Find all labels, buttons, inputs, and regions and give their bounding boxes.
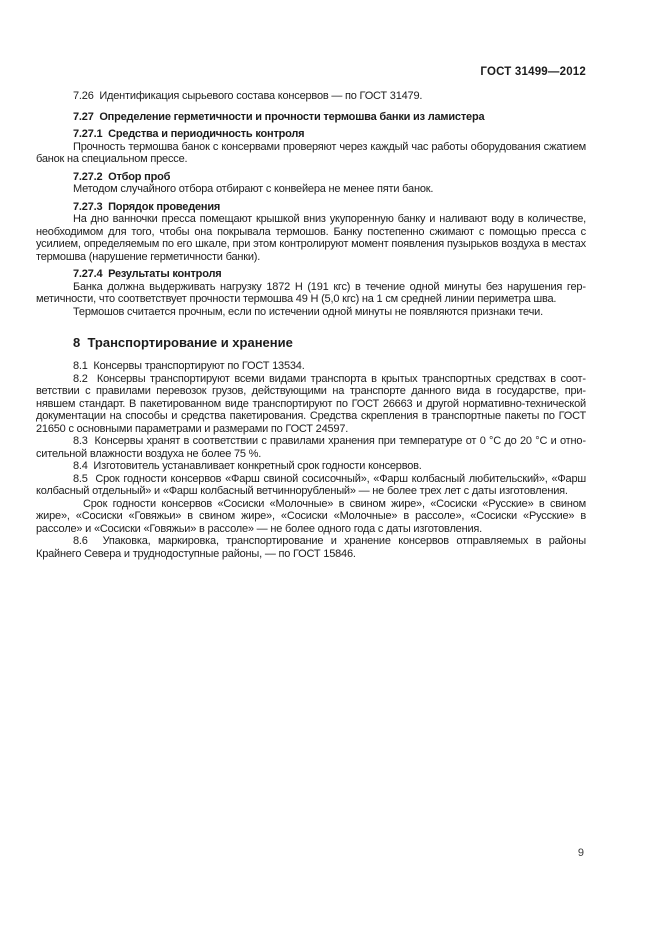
heading-7-27: 7.27 Определение герметичности и прочности термошва банки из ламистера: [73, 110, 485, 123]
clause-7-26: 7.26 Идентификация сырьевого состава консервов — по ГОСТ 31479.: [73, 90, 423, 102]
paragraph-7-27-4-seam: Термошов считается прочным, если по истечении одной минуты не появляются признаки течи.: [73, 305, 543, 318]
clause-8-2: 8.2 Консервы транспортируют всеми видами транспорта в крытых транспортных средствах в соответствии с правилами перевозок грузов, действующими на транспорте данного вида в государстве, принявшем стандарт. В пакетированном виде транспортируют по ГОСТ 26663 и другой нормативно-технической документации на способы и средства пакетирования. Средства скрепления в транспортные пакеты по ГОСТ 21650 с основными параметрами и размерами по ГОСТ 24597.: [36, 372, 586, 435]
heading-7-27-4: 7.27.4 Результаты контроля: [73, 268, 222, 280]
page-number: 9: [577, 847, 584, 859]
heading-7-27-1: 7.27.1 Средства и периодичность контроля: [73, 128, 305, 140]
paragraph-7-27-1: Прочность термошва банок с консервами проверяют через каждый час работы оборудования сжатием банок на специальном прессе.: [36, 140, 586, 165]
running-header: ГОСТ 31499—2012: [480, 66, 586, 78]
paragraph-7-27-2: Методом случайного отбора отбирают с конвейера не менее пяти банок.: [73, 183, 434, 195]
clause-8-5-shelf-life-sausages: Срок годности консервов «Сосиски «Молочные» в свином жире», «Сосиски «Русские» в свином жире», «Сосиски «Говяжьи» в свином жире», «Сосиски «Молочные» в рассоле», «Сосиски «Русские» в рассоле» и «Сосиски «Говяжьи» в рассоле» — не более одного года с даты изготовления.: [36, 497, 586, 535]
heading-7-27-3: 7.27.3 Порядок проведения: [73, 200, 221, 213]
heading-7-27-2: 7.27.2 Отбор проб: [73, 170, 171, 183]
heading-section-8: 8 Транспортирование и хранение: [73, 335, 293, 350]
document-body: [36, 90, 586, 560]
paragraph-7-27-3: На дно ванночки пресса помещают крышкой вниз укупоренную банку и наливают воду в количестве, необходимом для того, чтобы она покрывала термошов. Банку постепенно сжимают с помощью пресса с усилием, определяемым по его шкале, при этом контролируют момент появления пузырьков воздуха в местах термошва (нарушение герметичности банки).: [36, 213, 586, 263]
paragraph-7-27-4-load: Банка должна выдерживать нагрузку 1872 Н (191 кгс) в течение одной минуты без нарушения герметичности, что соответствует прочности термошва 49 Н (5,0 кгс) на 1 см средней линии периметра шва.: [36, 280, 586, 305]
clause-8-6: 8.6 Упаковка, маркировка, транспортирование и хранение консервов отправляемых в районы Крайнего Севера и труднодоступные районы, — по ГОСТ 15846.: [36, 535, 586, 560]
clause-8-1: 8.1 Консервы транспортируют по ГОСТ 13534.: [73, 360, 305, 372]
clause-8-3: 8.3 Консервы хранят в соответствии с правилами хранения при температуре от 0 °С до 20 °С и относительной влажности воздуха не более 75 %.: [36, 435, 586, 460]
clause-8-5: 8.5 Срок годности консервов «Фарш свиной сосисочный», «Фарш колбасный любительский», «Фарш колбасный отдельный» и «Фарш колбасный ветчиннорубленый» — не более трех лет с даты изготовления.: [36, 472, 586, 497]
clause-8-4: 8.4 Изготовитель устанавливает конкретный срок годности консервов.: [73, 460, 422, 472]
